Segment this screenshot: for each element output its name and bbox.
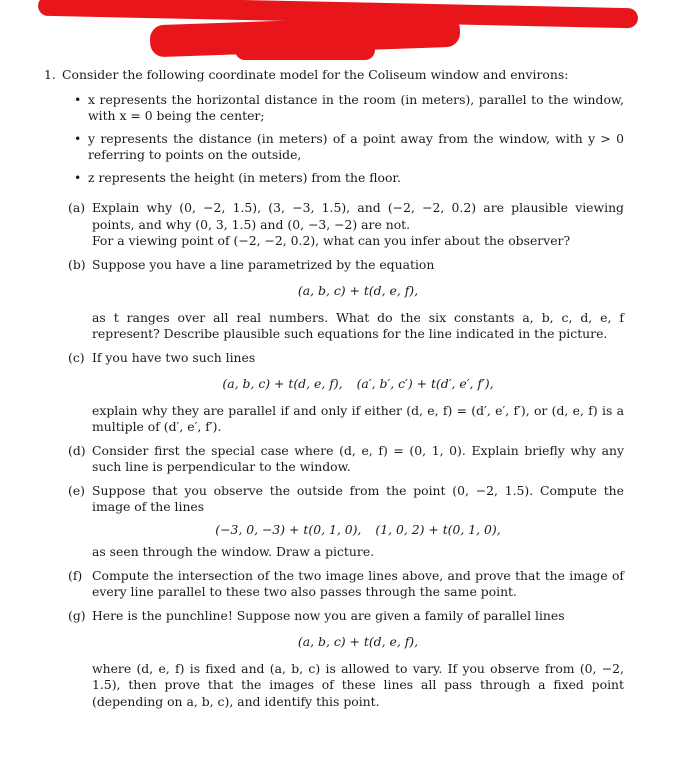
equation: (a, b, c) + t(d, e, f), [297,283,419,298]
part-text: Suppose that you observe the outside from the point (0, −2, 1.5). Compute the image of the lines [92,482,624,514]
part-a [68,200,624,250]
part-text-2: as seen through the window. Draw a picture. [92,544,375,559]
equation-right: (1, 0, 2) + t(0, 1, 0), [375,521,501,537]
part-label: (f) [68,567,83,583]
bullet-dot: • [74,130,82,146]
problem-statement [44,67,624,84]
equation-pair [92,522,624,539]
part-text-2: For a viewing point of (−2, −2, 0.2), what can you infer about the observer? [92,233,571,248]
part-e [68,482,624,561]
equation-pair [92,376,624,393]
part-label: (g) [68,607,86,623]
part-b [68,256,624,343]
part-label: (c) [68,349,85,365]
problem-parts [44,200,624,710]
part-text: Explain why (0, −2, 1.5), (3, −3, 1.5), and (−2, −2, 0.2) are plausible viewing points, and why (0, 3, 1.5) and (0, −3, −2) are not. [92,200,624,232]
part-label: (e) [68,482,86,498]
part-label: (a) [68,200,86,215]
part-text: Suppose you have a line parametrized by the equation [92,256,435,272]
part-text: Here is the punchline! Suppose now you are given a family of parallel lines [92,607,565,623]
part-g [68,607,624,711]
part-text-2: as t ranges over all real numbers. What do the six constants a, b, c, d, e, f represent? Describe plausible such equations for the line indicated in the picture. [92,309,624,341]
part-f [68,567,624,601]
part-label: (b) [68,256,86,272]
redaction-mark [235,40,375,60]
bullet-z: • z represents the height (in meters) from the floor. [74,169,401,185]
bullet-dot: • [74,91,82,107]
bullet-x: • x represents the horizontal distance in the room (in meters), parallel to the window, with x = 0 being the center; [74,91,624,123]
bullet-dot: • [74,169,82,185]
equation-right: (a′, b′, c′) + t(d′, e′, f′), [356,376,494,391]
problem-document [44,67,624,717]
coordinate-definitions [44,92,624,187]
equation-left: (−3, 0, −3) + t(0, 1, 0), [215,521,362,537]
part-text: If you have two such lines [92,349,256,365]
part-d [68,442,624,476]
equation-left: (a, b, c) + t(d, e, f), [222,376,343,391]
part-text: Compute the intersection of the two image lines above, and prove that the image of every line parallel to these two also passes through the same point. [92,567,624,599]
bullet-y: • y represents the distance (in meters) of a point away from the window, with y > 0 referring to points on the outside, [74,130,624,162]
problem-intro: Consider the following coordinate model for the Coliseum window and environs: [62,67,569,82]
equation: (a, b, c) + t(d, e, f), [297,634,419,649]
part-text-2: explain why they are parallel if and only if either (d, e, f) = (d′, e′, f′), or (d, e, f) is a multiple of (d′, e′, f′). [92,402,624,434]
part-label: (d) [68,442,86,458]
part-text-2: where (d, e, f) is fixed and (a, b, c) is allowed to vary. If you observe from (0, −2, 1.5), then prove that the images of these lines all pass through a fixed point (depending on a, b, c), and identify this point. [92,660,624,709]
part-c [68,349,624,436]
part-text: Consider first the special case where (d, e, f) = (0, 1, 0). Explain briefly why any such line is perpendicular to the window. [92,442,624,474]
problem-number: 1. [44,67,56,82]
